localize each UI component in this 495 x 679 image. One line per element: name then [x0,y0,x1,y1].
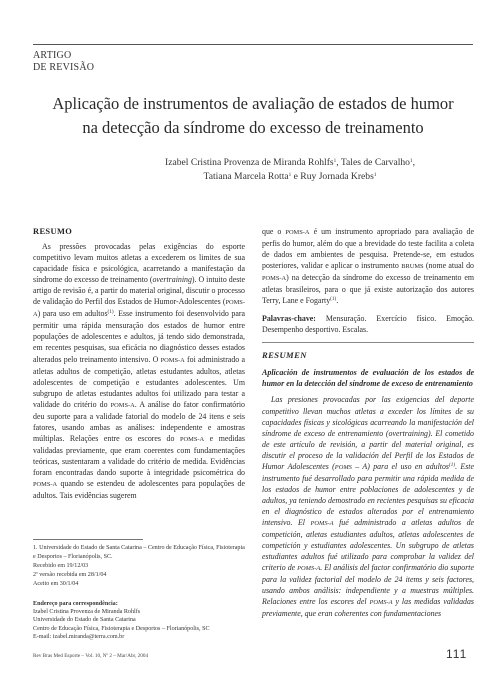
poms-acronym: POMS-A [285,229,310,236]
keywords-label: Palavras-chave: [262,314,316,324]
author-name: , Tales de Carvalho [336,157,410,168]
poms-acronym: POMS-A [310,519,334,527]
left-column [33,226,245,501]
article-title-line2: na detecção da síndrome do excesso de treinamento [82,118,424,137]
author-name: e Ruy Jornada Krebs [291,171,374,182]
correspondence-heading: Endereço para correspondência: [33,601,118,607]
resumen-text: Las presiones provocadas por las exigencias del deporte competitivo llevan muchos atletas a exceder los límites de su capacidades físicas y sicológicas acarreando la manifestación del síndrome de exceso de entrenamiento (overtraining). El cometido de este artículo de revisión, a partir del material original, es discutir el proceso de la validación del Perfil de los Estados de Humor Adolescentes ( [262,395,474,471]
correspondence [33,600,245,641]
author-affiliation-mark: 1 [373,172,377,178]
correspondence-line: Izabel Cristina Provenza de Miranda Rohlfs [33,609,141,616]
resumo-text: . Esse instrumento foi desenvolvido para permitir uma rápida mensuração dos estados de humor entre populações de adolescentes e adultos, já tendo sido demonstrada, em recentes pesquisas, sua eficácia no diagnóstico desses estados alterados pelo treinamento intensivo. O [33,309,245,364]
poms-acronym: POMS-A [33,481,58,489]
authors-line2 [100,170,480,184]
right-column [262,226,474,619]
citation-mark: (1) [449,461,456,468]
resumo-text: foi administrado a atletas adultos de competição, atletas estudantes adultos, atletas adolescentes de competição e estudantes adolescentes. Um subgrupo de atletas estudantes adultos foi utilizado para testar a validade do critério do [33,354,246,409]
citation-mark: (1) [330,296,337,303]
footnote-rule [33,539,143,540]
footnote-received: Recebido em 19/12/03 [33,563,89,569]
poms-acronym: POMS-A [369,599,393,607]
keywords [262,313,474,335]
resumen-heading: RESUMEN [262,350,307,361]
author-name: Tatiana Marcela Rotta [203,171,289,182]
resumen-title: Aplicación de instrumentos de evaluación de los estados de humor en la detección del síndrome de exceso de entrenamiento [262,368,474,389]
poms-acronym: POMS-A [179,435,205,443]
resumen-text: – A) para el uso en adultos [351,461,449,471]
resumo-text: ). O intuito deste artigo de revisão é, a partir do material original, discutir o processo de validação do Perfil dos Estados de Humor-Adolescentes ( [33,275,245,307]
article-title-line1: Aplicação de instrumentos de avaliação de estados de humor [52,94,454,113]
resumen-text: y las medidas validadas previamente, que eran coherentes con fundamentaciones [262,597,474,619]
authors [100,156,480,184]
poms-acronym: POMS-A [110,401,135,409]
correspondence-line: Universidade do Estado de Santa Catarina [33,617,136,624]
resumo-text: ) para uso em adultos [37,309,108,319]
correspondence-line: Centro de Educação Física, Fisioterapia e Desportos – Florianópolis, SC [33,625,210,632]
resumo-text: As pressões provocadas pelas exigências do esporte competitivo levam muitos atletas a excederem os limites de sua capacidade física e psicológica, acarretando a manifestação da síndrome do excesso de treinamento ( [33,242,245,285]
article-title [33,92,473,140]
author-affiliation-mark: 1 [288,172,292,178]
resumo-heading: RESUMO [33,227,73,236]
keywords-text: Mensuração. Exercício físico. Emoção. Desempenho desportivo. Escalas. [262,314,474,335]
section-label-line1: ARTIGO [33,50,72,61]
authors-line1 [100,156,480,170]
footnotes [33,544,245,589]
page-number: 111 [446,647,468,661]
poms-acronym: POMS-A [262,275,287,283]
citation-mark: (1) [107,309,114,316]
resumo-text: e medidas validadas previamente, que eram coerentes com fundamentações teóricas, sustentaram a validade do critério de medida. Evidências foram encontradas dando suporte à integridade psicométrica do [33,433,246,477]
resumo-text: quando se estendeu de adolescentes para populações de adultos. Tais evidências sugerem [33,479,245,501]
keywords-rule [262,342,474,343]
poms-acronym: POMS-A [297,565,321,573]
resumen-text: . Este instrumento fué desarrollado para permitir una rápida medida de los estados de humor entre poblaciones de adolescentes y de adultos, ya teniendo demostrado en recientes pesquisas su eficacia en el diagnóstico de estados alterados por el entrenamiento intensivo. El [262,461,474,527]
section-label [33,50,94,74]
resumo-text: . [336,296,339,306]
resumen-text: fué administrado a atletas adultos de competición, atletas estudiantes adultos, atletas adolescentes de competición y estudiantes adolescentes. Un subgrupo de atletas estudiantes adultos fué utilizado para comprobar la validez del criterio de [262,517,475,573]
poms-acronym: POMS [334,463,352,471]
footnote-accepted: Aceito em 30/1/04 [33,581,79,587]
resumo-continuation [262,226,474,306]
resumen-paragraph [262,394,474,619]
footnote-affiliation: 1. Universidade do Estado de Santa Catarina – Centro de Educação Física, Fisioterapia e Desportos – Florianópolis, SC. [33,545,245,560]
footnote-second-version: 2ª versão recebida em 28/1/04 [33,572,107,578]
resumo-paragraph [33,241,245,501]
poms-acronym: POMS-A [33,299,245,319]
resumo-text: ) na detecção da síndrome do excesso de treinamento em atletas brasileiros, para o que já existe autorização dos autores Terry, Lane e Fogarty [262,273,474,306]
section-label-line2: DE REVISÃO [33,62,95,73]
correspondence-email: E-mail: izabel.miranda@terra.com.br [33,633,125,640]
resumo-text-italic: overtraining [152,275,192,285]
resumo-text: . A análise do fator confirmatório deu suporte para a validade fatorial do modelo de 24 itens e seis fatores, usando ambas as análises: independente e amostras múltiplas. Relações entre os escores do [33,399,245,443]
poms-acronym: POMS-A [160,356,185,364]
author-separator: , [412,157,415,168]
resumo-text: que o [262,227,286,236]
resumo-text: (nome atual do [423,261,474,271]
top-rule [33,44,473,45]
author-affiliation-mark: 1 [409,158,413,164]
author-name: Izabel Cristina Provenza de Miranda Rohlfs [165,157,334,168]
resumen-text: . El análisis del factor confirmatório dio suporte para la validez factorial del modelo de 24 items y seis factores, usando ambos análisis: independiente y a muestras múltiples. Relaciones entre los escores del [262,563,474,607]
journal-reference: Rev Bras Med Esporte – Vol. 10, Nº 2 – Mar/Abr, 2004 [33,653,149,659]
resumo-text: é um instrumento apropriado para avaliação de perfis do humor, além do que a brevidade do teste facilita a coleta de dados em ambientes de pesquisa. Pretende-se, em estudos posteriores, validar e aplicar o instrumento [262,227,474,271]
brums-acronym: BRUMS [401,263,424,271]
author-affiliation-mark: 1 [333,158,337,164]
